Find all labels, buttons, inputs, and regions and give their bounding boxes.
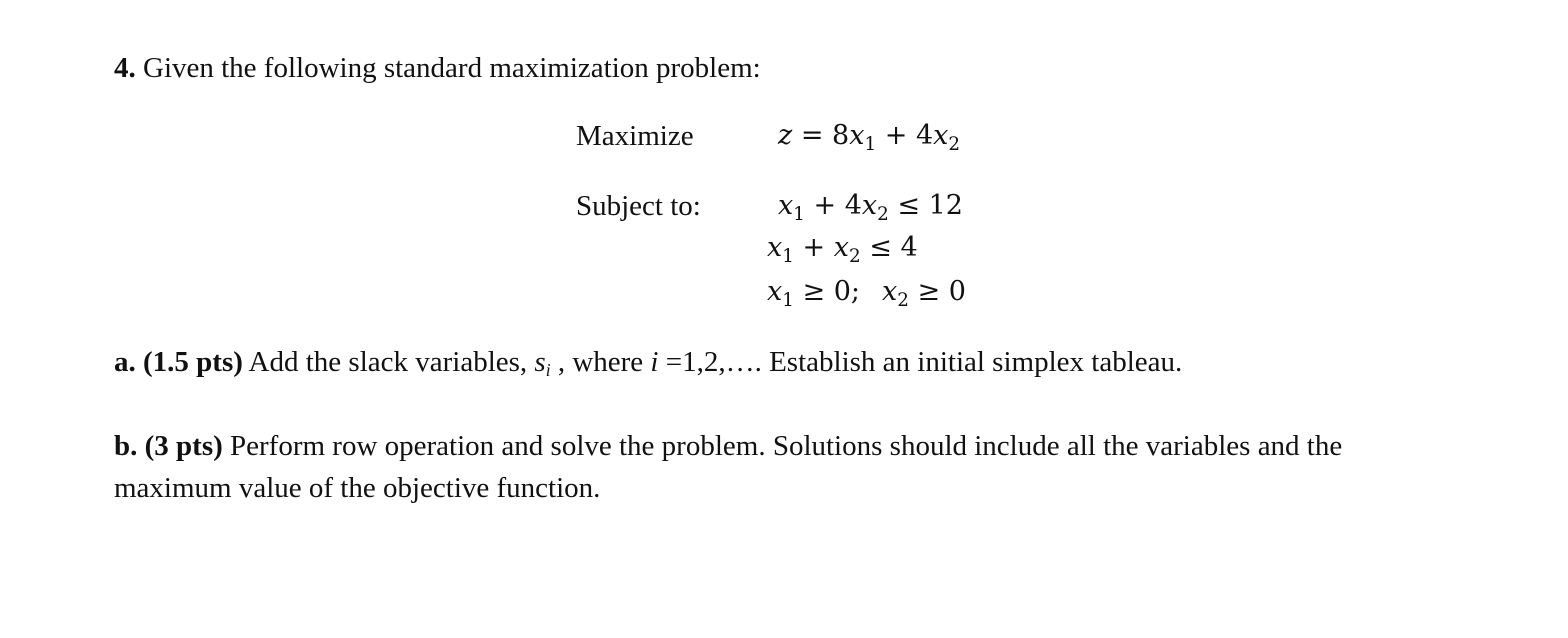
part-b — [114, 425, 1454, 509]
constraint-1 — [778, 190, 963, 225]
maximize-label: Maximize — [576, 120, 694, 152]
subject-to-label: Subject to: — [576, 190, 701, 222]
part-b-text: Perform row operation and solve the problem. Solutions should include all the variables and the maximum value of the objective function. — [114, 430, 1343, 504]
slack-subscript: i — [545, 360, 551, 381]
constraint-2-relation: ≤ — [860, 232, 901, 263]
constraint-1-rhs: 12 — [928, 190, 963, 221]
constraint-2 — [767, 232, 918, 267]
question-heading — [114, 52, 761, 85]
part-a-text-after: Establish an initial simplex tableau. — [761, 346, 1183, 378]
objective-function — [778, 120, 961, 155]
constraint-2-var-b: x — [833, 232, 849, 263]
constraint-3-relation-b: ≥ — [908, 276, 949, 307]
constraint-2-plus: + — [793, 232, 834, 263]
part-a-text-mid: , where — [550, 346, 651, 378]
nonnegativity-constraints — [767, 276, 966, 311]
objective-lhs: z — [778, 120, 793, 151]
constraint-3-sub-a: 1 — [782, 289, 794, 311]
constraint-1-var-b: x — [861, 190, 878, 221]
objective-var-1: x — [849, 120, 865, 151]
constraint-2-var-a: x — [767, 232, 783, 263]
objective-coef-1: 8 — [832, 120, 850, 151]
objective-sub-1: 1 — [864, 133, 877, 155]
index-values: =1,2,…. — [658, 346, 762, 378]
constraint-1-var-a: x — [778, 190, 794, 221]
part-a — [114, 346, 1182, 381]
question-text: Given the following standard maximization problem: — [143, 52, 761, 84]
objective-plus: + — [876, 120, 916, 151]
objective-var-2: x — [933, 120, 949, 151]
objective-sub-2: 2 — [948, 133, 961, 155]
constraint-3-rhs-b: 0 — [948, 276, 966, 307]
index-variable: i — [650, 346, 659, 378]
constraint-3-sub-b: 2 — [897, 289, 909, 311]
part-b-label: b. (3 pts) — [114, 430, 223, 462]
constraint-3-var-b: x — [882, 276, 898, 307]
constraint-1-sub-b: 2 — [877, 203, 889, 225]
constraint-2-rhs: 4 — [900, 232, 918, 263]
constraint-2-sub-b: 2 — [848, 245, 861, 267]
constraint-1-coef-b: 4 — [844, 190, 862, 221]
constraint-3-rhs-a: 0; — [833, 276, 860, 307]
objective-coef-2: 4 — [915, 120, 934, 151]
part-a-text-before: Add the slack variables, — [242, 346, 535, 378]
slack-variable: s — [534, 346, 546, 378]
constraint-1-relation: ≤ — [888, 190, 929, 221]
part-a-label: a. (1.5 pts) — [114, 346, 243, 378]
constraint-3-var-a: x — [767, 276, 783, 307]
objective-equals: = — [792, 120, 833, 151]
constraint-2-sub-a: 1 — [782, 245, 794, 267]
question-number: 4. — [114, 52, 136, 84]
constraint-1-sub-a: 1 — [793, 203, 805, 225]
constraint-3-relation-a: ≥ — [793, 276, 834, 307]
constraint-1-plus: + — [804, 190, 845, 221]
